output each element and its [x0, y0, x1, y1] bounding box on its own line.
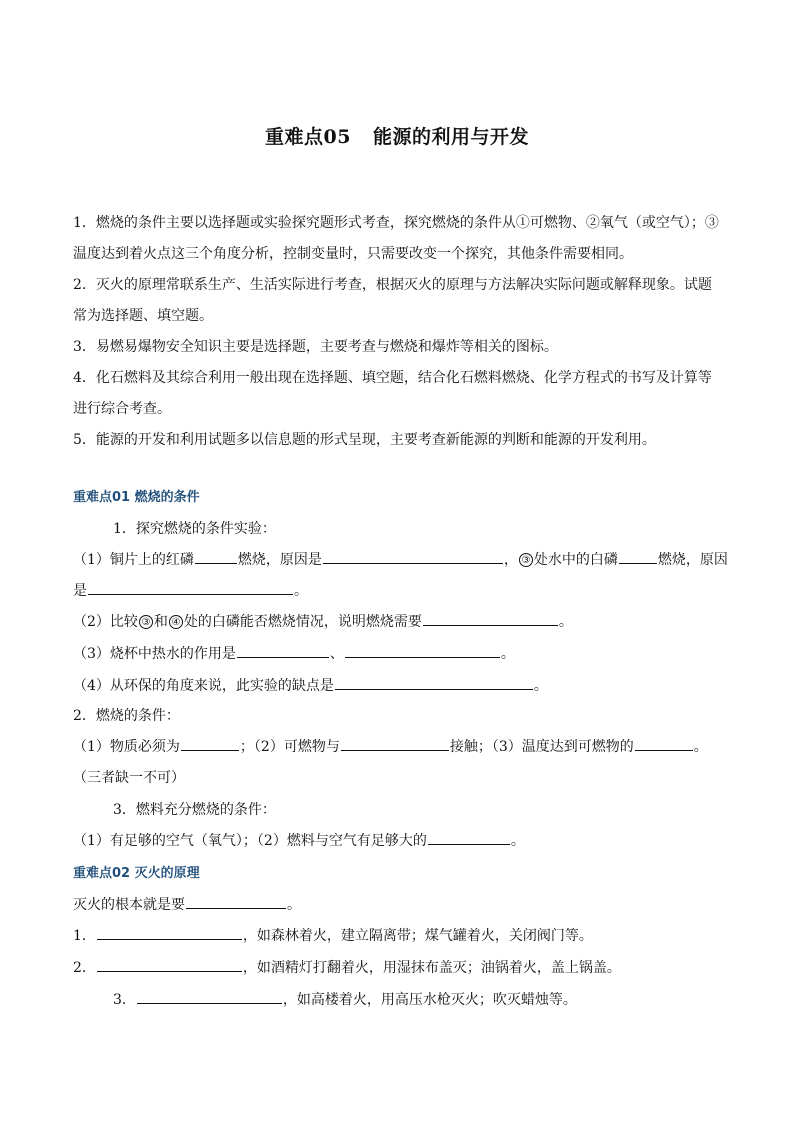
answer-blank[interactable]: [619, 549, 657, 564]
circled-number: ③: [519, 553, 533, 567]
answer-blank[interactable]: [195, 549, 237, 564]
answer-blank[interactable]: [97, 925, 242, 940]
q4-text: （4）从环保的角度来说，此实验的缺点是: [73, 678, 334, 694]
q4-text: 。: [533, 678, 548, 694]
answer-blank[interactable]: [423, 611, 558, 626]
fuel-subheading: 3．燃料充分燃烧的条件：: [113, 802, 276, 818]
answer-blank[interactable]: [635, 736, 693, 751]
question-1: [73, 549, 728, 569]
conditions-text: 。: [693, 739, 708, 755]
section-heading-extinguish: 重难点02 灭火的原理: [73, 866, 200, 881]
intro-point: 3．易燃易爆物安全知识主要是选择题，主要考查与燃烧和爆炸等相关的图标。: [73, 339, 558, 355]
method-number: 2．: [73, 960, 96, 976]
intro-point: 2．灭火的原理常联系生产、生活实际进行考查，根据灭火的原理与方法解决实际问题或解释现象。试题常为选择题、填空题。: [73, 277, 712, 324]
q1-text: （1）铜片上的红磷: [73, 552, 194, 568]
intro-point: 4．化石燃料及其综合利用一般出现在选择题、填空题，结合化石燃料燃烧、化学方程式的书写及计算等进行综合考查。: [73, 370, 712, 417]
conditions-line: [73, 736, 708, 756]
answer-blank[interactable]: [323, 549, 503, 564]
circled-number: ③: [139, 615, 153, 629]
question-3: [73, 643, 515, 663]
intro-point: 1．燃烧的条件主要以选择题或实验探究题形式考查，探究燃烧的条件从①可燃物、②氧气（或空气）；③温度达到着火点这三个角度分析，控制变量时，只需要改变一个探究，其他条件需要相同。: [73, 215, 719, 262]
method-number: 3．: [113, 992, 136, 1008]
answer-blank[interactable]: [88, 580, 293, 595]
q3-text: 。: [500, 646, 515, 662]
title-code: 重难点05: [265, 126, 351, 148]
q1-text: 处水中的白磷: [533, 552, 618, 568]
q1-text: 是: [73, 583, 87, 599]
answer-blank[interactable]: [181, 736, 239, 751]
q2-text: 处的白磷能否燃烧情况，说明燃烧需要: [183, 614, 422, 630]
question-1-cont: [73, 580, 308, 600]
method-text: ，如高楼着火，用高压水枪灭火；吹灭蜡烛等。: [282, 992, 577, 1008]
answer-blank[interactable]: [428, 830, 510, 845]
question-4: [73, 675, 548, 695]
q3-text: （3）烧杯中热水的作用是: [73, 646, 236, 662]
answer-blank[interactable]: [335, 675, 533, 690]
question-2: [73, 611, 573, 631]
circled-number: ④: [169, 615, 183, 629]
q1-text: ，: [503, 552, 518, 568]
answer-blank[interactable]: [186, 894, 286, 909]
method-2: [73, 957, 621, 977]
q2-text: 和: [153, 614, 168, 630]
conditions-subheading: 2．燃烧的条件：: [73, 708, 180, 724]
method-1: [73, 925, 593, 945]
method-text: ，如酒精灯打翻着火，用湿抹布盖灭；油锅着火，盖上锅盖。: [242, 960, 621, 976]
q1-text: 。: [294, 583, 308, 599]
answer-blank[interactable]: [97, 957, 242, 972]
q3-text: 、: [329, 646, 344, 662]
fuel-text: 。: [510, 833, 525, 849]
title-text: 能源的利用与开发: [372, 126, 529, 148]
experiment-subheading: 1．探究燃烧的条件实验：: [113, 521, 276, 537]
conditions-note: （三者缺一不可）: [73, 770, 185, 786]
intro-point: 5．能源的开发和利用试题多以信息题的形式呈现，主要考查新能源的判断和能源的开发利用。: [73, 432, 656, 448]
q2-text: 。: [558, 614, 573, 630]
method-number: 1．: [73, 928, 96, 944]
intro-block: [73, 208, 725, 456]
method-3: [113, 989, 577, 1009]
root-text: 灭火的根本就是要: [73, 897, 185, 913]
conditions-text: ；（2）可燃物与: [239, 739, 340, 755]
page-title: [0, 122, 794, 149]
fuel-line: [73, 830, 525, 850]
q2-text: （2）比较: [73, 614, 138, 630]
answer-blank[interactable]: [345, 643, 500, 658]
answer-blank[interactable]: [341, 736, 449, 751]
method-text: ，如森林着火，建立隔离带；煤气罐着火，关闭阀门等。: [242, 928, 593, 944]
answer-blank[interactable]: [237, 643, 329, 658]
extinguish-root: [73, 894, 301, 914]
q1-text: 燃烧，原因是: [237, 552, 322, 568]
answer-blank[interactable]: [137, 989, 282, 1004]
section-heading-combustion: 重难点01 燃烧的条件: [73, 490, 200, 505]
q1-text: 燃烧，原因: [657, 552, 728, 568]
conditions-text: 接触；（3）温度达到可燃物的: [449, 739, 634, 755]
root-text: 。: [287, 897, 301, 913]
conditions-text: （1）物质必须为: [73, 739, 180, 755]
fuel-text: （1）有足够的空气（氧气）；（2）燃料与空气有足够大的: [73, 833, 427, 849]
